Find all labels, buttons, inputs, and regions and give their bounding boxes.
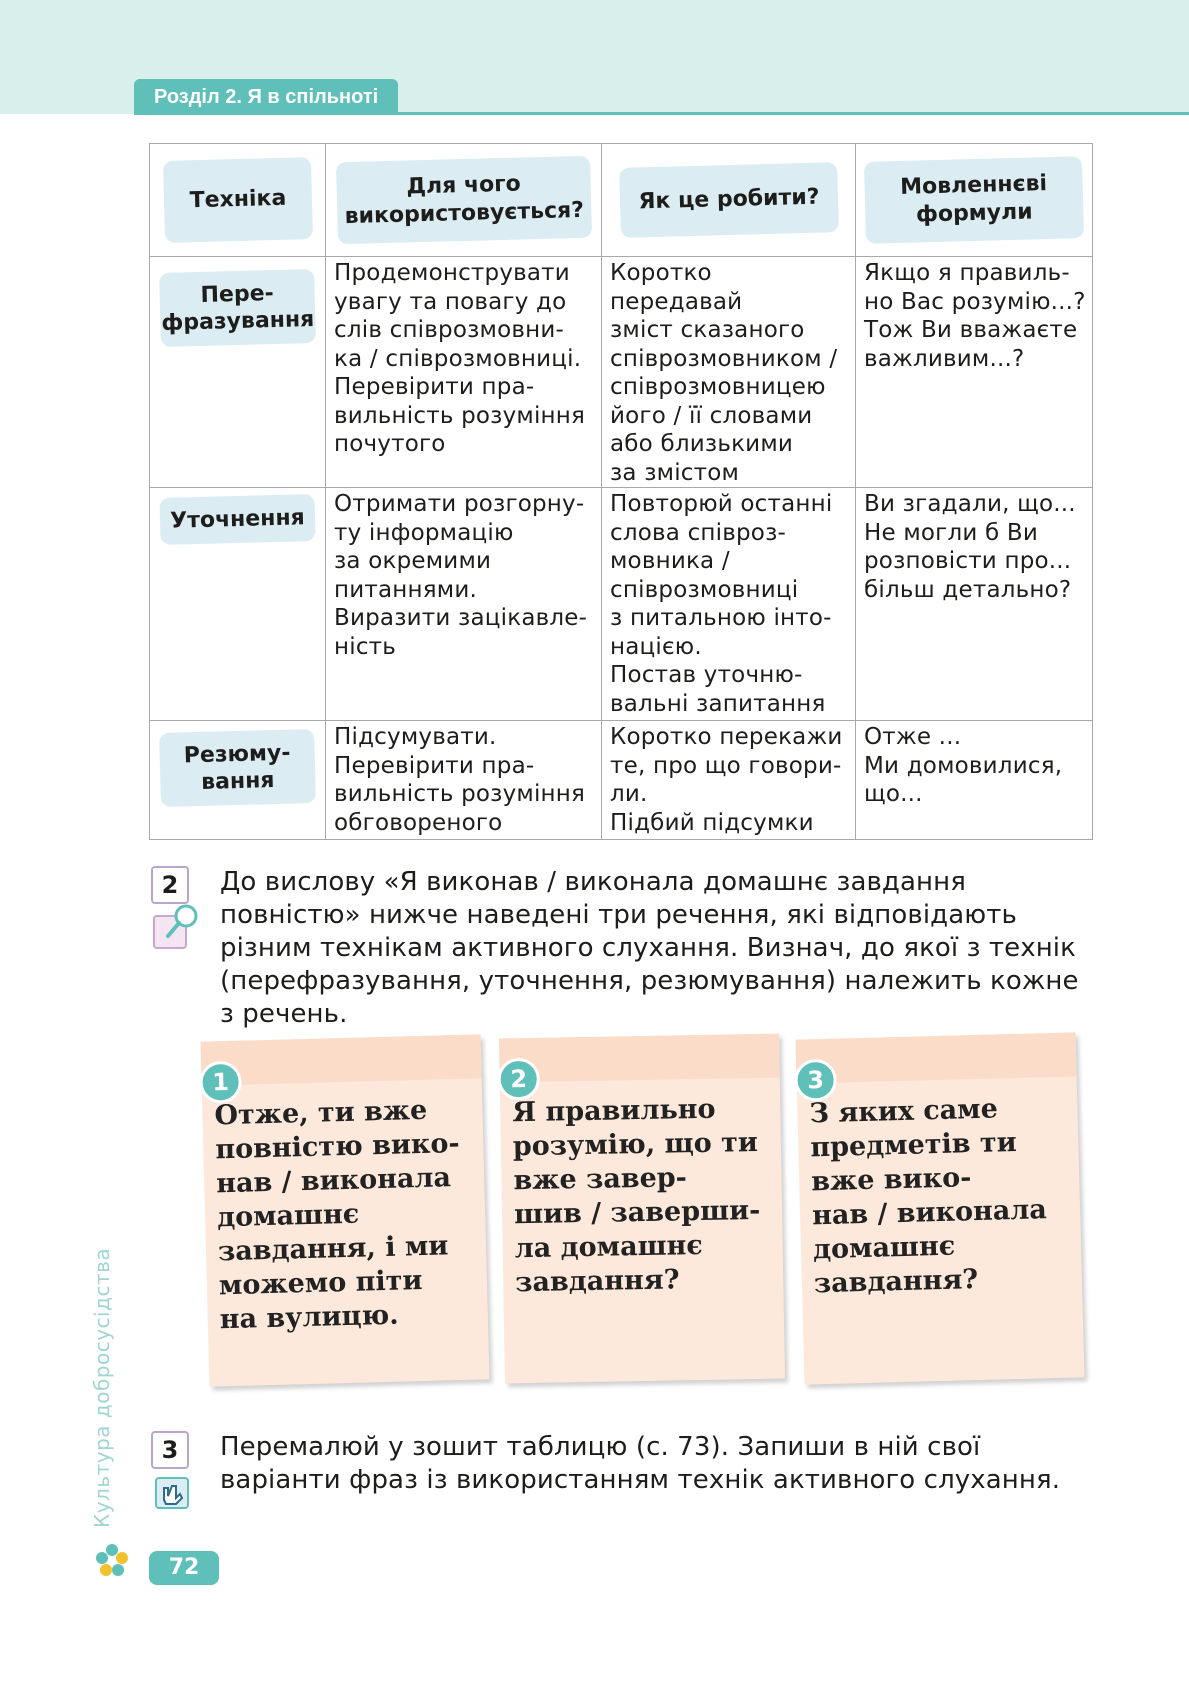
table-cell: Якщо я правиль- но Вас розумію...? Тож Ви вважаєте важливим...?: [864, 260, 1086, 372]
table-row: [150, 257, 1093, 488]
card-text: Отже, ти вже повністю вико- нав / виконала домашнє завдання, і ми можемо піти на вулицю.: [214, 1094, 461, 1336]
row-label: Уточнення: [159, 494, 315, 545]
row-label: Резюму- вання: [159, 729, 316, 807]
card-number: 1: [199, 1061, 242, 1104]
column-header: Для чого використовується?: [335, 156, 591, 245]
column-header: Як це робити?: [619, 162, 839, 238]
flower-icon: [94, 1542, 130, 1578]
task-number: 3: [151, 1431, 189, 1469]
table-cell: Коротко перекажи те, про що говори- ли. Підбий підсумки: [610, 724, 843, 836]
table-cell: Отже ... Ми домовилися, що...: [864, 724, 1063, 807]
task2-text: До вислову «Я виконав / виконала домашнє завдання повністю» нижче наведені три речення, які відповідають різним технікам активного слухання. Визнач, до якої з технік (перефразування, уточнення, резюмування) належить кожне з речень.: [220, 867, 1079, 1029]
table-cell: Коротко передавай зміст сказаного співрозмовником / співрозмовницею його / її словами або близькими за змістом: [610, 260, 838, 486]
card-text: З яких саме предметів ти вже вико- нав / виконала домашнє завдання?: [809, 1093, 1048, 1300]
table-header-row: [150, 144, 1093, 257]
table-cell: Ви згадали, що... Не могли б Ви розповісти про... більш детально?: [864, 491, 1076, 603]
task-number: 2: [151, 866, 189, 904]
column-header: Мовленнєві формули: [864, 156, 1084, 244]
page-number: 72: [149, 1551, 219, 1585]
table-cell: Повторюй останні слова співроз- мовника / співрозмовниці з питальною інто- нацією. Постав уточню- вальні запитання: [610, 491, 833, 717]
card-text: Я правильно розумію, що ти вже завер- шив / заверши- ла домашнє завдання?: [512, 1093, 761, 1299]
book-title: Культура добросусідства: [90, 1247, 114, 1528]
techniques-table: [149, 143, 1093, 840]
row-label: Пере- фразування: [159, 269, 316, 347]
table-cell: Отримати розгорну- ту інформацію за окремими питаннями. Виразити зацікавле- ність: [334, 491, 588, 660]
column-header: Техніка: [162, 157, 312, 243]
sentence-card: [201, 1034, 490, 1386]
table-cell: Продемонструвати увагу та повагу до слів співрозмовни- ка / співрозмовниці. Перевірити пра- вильність розуміння почутого: [334, 260, 586, 457]
sentence-card: [499, 1034, 785, 1384]
magnifier-icon: [150, 902, 204, 956]
section-label: Розділ 2. Я в спільноті: [134, 79, 398, 115]
sentence-card: [796, 1032, 1085, 1384]
task3-text: Перемалюй у зошит таблицю (с. 73). Запиши в ній свої варіанти фраз із використанням технік активного слухання.: [220, 1432, 1061, 1495]
writing-hand-icon: [152, 1474, 198, 1518]
card-number: 2: [497, 1058, 540, 1101]
table-row: [150, 721, 1093, 840]
table-cell: Підсумувати. Перевірити пра- вильність розуміння обговореного: [334, 724, 586, 836]
card-number: 3: [794, 1059, 837, 1102]
table-row: [150, 488, 1093, 721]
